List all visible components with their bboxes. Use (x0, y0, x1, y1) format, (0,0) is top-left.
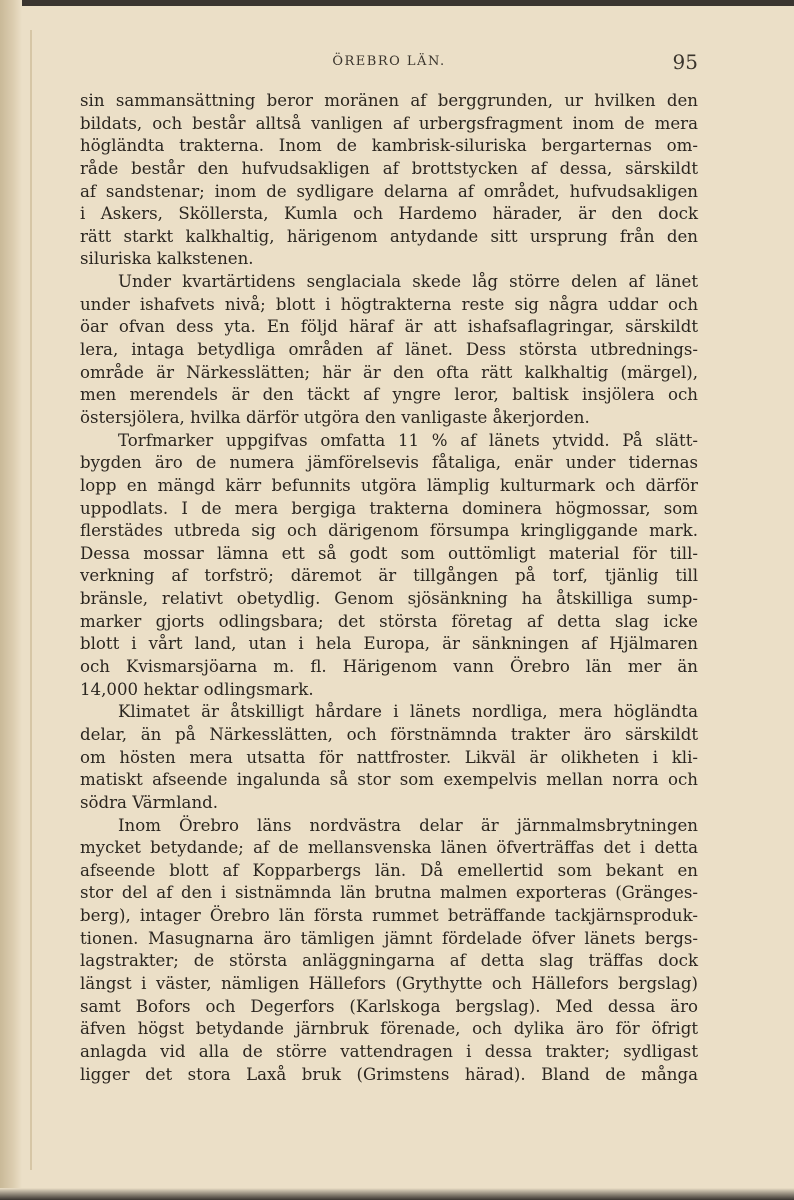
text-line: Torfmarker uppgifvas omfatta 11 % af länets ytvidd. På slätt- (118, 430, 698, 450)
text-line: öar ofvan dess yta. En följd häraf är att ishafsaflagringar, särskildt (80, 317, 698, 337)
page-header (80, 50, 698, 80)
text-line: äfven högst betydande järnbruk förenade, och dylika äro för öfrigt (80, 1019, 698, 1039)
text-line: bränsle, relativt obetydlig. Genom sjösänkning ha åtskilliga sump- (80, 589, 698, 609)
text-line: bygden äro de numera jämförelsevis fåtaliga, enär under tidernas (80, 453, 698, 473)
paragraph-5 (80, 815, 698, 1087)
text-line: högländta trakterna. Inom de kambrisk-siluriska bergarternas om- (80, 136, 698, 156)
paragraph-4 (80, 701, 698, 814)
text-line: sin sammansättning beror moränen af berggrunden, ur hvilken den (80, 91, 698, 110)
text-line: verkning af torfströ; däremot är tillgången på torf, tjänlig till (80, 566, 698, 586)
text-line: delar, än på Närkesslätten, och förstnämnda trakter äro särskildt (80, 724, 698, 744)
text-line: i Askers, Sköllersta, Kumla och Hardemo härader, är den dock (80, 204, 698, 224)
text-line: råde består den hufvudsakligen af brottstycken af dessa, särskildt (80, 158, 698, 178)
text-line: lagstrakter; de största anläggningarna af detta slag träffas dock (80, 951, 698, 971)
text-line: under ishafvets nivå; blott i högtrakterna reste sig några uddar och (80, 294, 698, 314)
gutter-rule (30, 30, 32, 1170)
text-line: rätt starkt kalkhaltig, härigenom antydande sitt ursprung från den (80, 226, 698, 246)
text-line: af sandstenar; inom de sydligare delarna af området, hufvudsakligen (80, 181, 698, 201)
text-line: blott i vårt land, utan i hela Europa, är sänkningen af Hjälmaren (80, 634, 698, 654)
text-line: ligger det stora Laxå bruk (Grimstens härad). Bland de många (80, 1064, 698, 1084)
text-line: Dessa mossar lämna ett så godt som outtömligt material för till- (80, 543, 698, 563)
text-line: lera, intaga betydliga områden af länet. Dess största utbrednings- (80, 340, 698, 360)
paragraph-3 (80, 430, 698, 702)
body-text (80, 90, 698, 1086)
text-line: afseende blott af Kopparbergs län. Då emellertid som bekant en (80, 860, 698, 880)
text-line: matiskt afseende ingalunda så stor som exempelvis mellan norra och (80, 770, 698, 790)
paragraph-2 (80, 271, 698, 429)
text-line: område är Närkesslätten; här är den ofta rätt kalkhaltig (märgel), (80, 362, 698, 382)
text-line: berg), intager Örebro län första rummet beträffande tackjärnsproduk- (80, 906, 698, 926)
page-top-edge (0, 0, 794, 6)
text-line: siluriska kalkstenen. (80, 249, 254, 269)
text-line: lopp en mängd kärr befunnits utgöra lämplig kulturmark och därför (80, 475, 698, 495)
text-line: och Kvismarsjöarna m. fl. Härigenom vann Örebro län mer än (80, 657, 698, 677)
text-line: östersjölera, hvilka därför utgöra den vanligaste åkerjorden. (80, 407, 590, 427)
text-line: Klimatet är åtskilligt hårdare i länets nordliga, mera högländta (118, 702, 698, 722)
text-line: Inom Örebro läns nordvästra delar är järnmalmsbrytningen (118, 815, 698, 835)
text-line: södra Värmland. (80, 792, 219, 812)
text-line: men merendels är den täckt af yngre leror, baltisk insjölera och (80, 385, 698, 405)
text-line: stor del af den i sistnämnda län brutna malmen exporteras (Gränges- (80, 883, 698, 903)
running-head: ÖREBRO LÄN. (332, 54, 446, 69)
text-line: marker gjorts odlingsbara; det största företag af detta slag icke (80, 611, 698, 631)
text-line: Under kvartärtidens senglaciala skede låg större delen af länet (118, 272, 698, 292)
text-line: anlagda vid alla de större vattendragen i dessa trakter; sydligast (80, 1041, 698, 1061)
text-line: tionen. Masugnarna äro tämligen jämnt fördelade öfver länets bergs- (80, 928, 698, 948)
text-line: längst i väster, nämligen Hällefors (Grythytte och Hällefors bergslag) (80, 973, 698, 993)
paragraph-1 (80, 90, 698, 271)
text-line: om hösten mera utsatta för nattfroster. Likväl är olikheten i kli- (80, 747, 698, 767)
page-number: 95 (672, 50, 698, 74)
text-line: samt Bofors och Degerfors (Karlskoga bergslag). Med dessa äro (80, 996, 698, 1016)
text-line: uppodlats. I de mera bergiga trakterna dominera högmossar, som (80, 498, 698, 518)
text-line: 14,000 hektar odlingsmark. (80, 679, 314, 699)
text-line: flerstädes utbreda sig och därigenom försumpa kringliggande mark. (80, 521, 698, 541)
text-line: mycket betydande; af de mellansvenska länen öfverträffas det i detta (80, 838, 698, 858)
page-bottom-edge (0, 1188, 794, 1200)
page-gutter (0, 0, 22, 1200)
text-line: bildats, och består alltså vanligen af urbergsfragment inom de mera (80, 113, 698, 133)
